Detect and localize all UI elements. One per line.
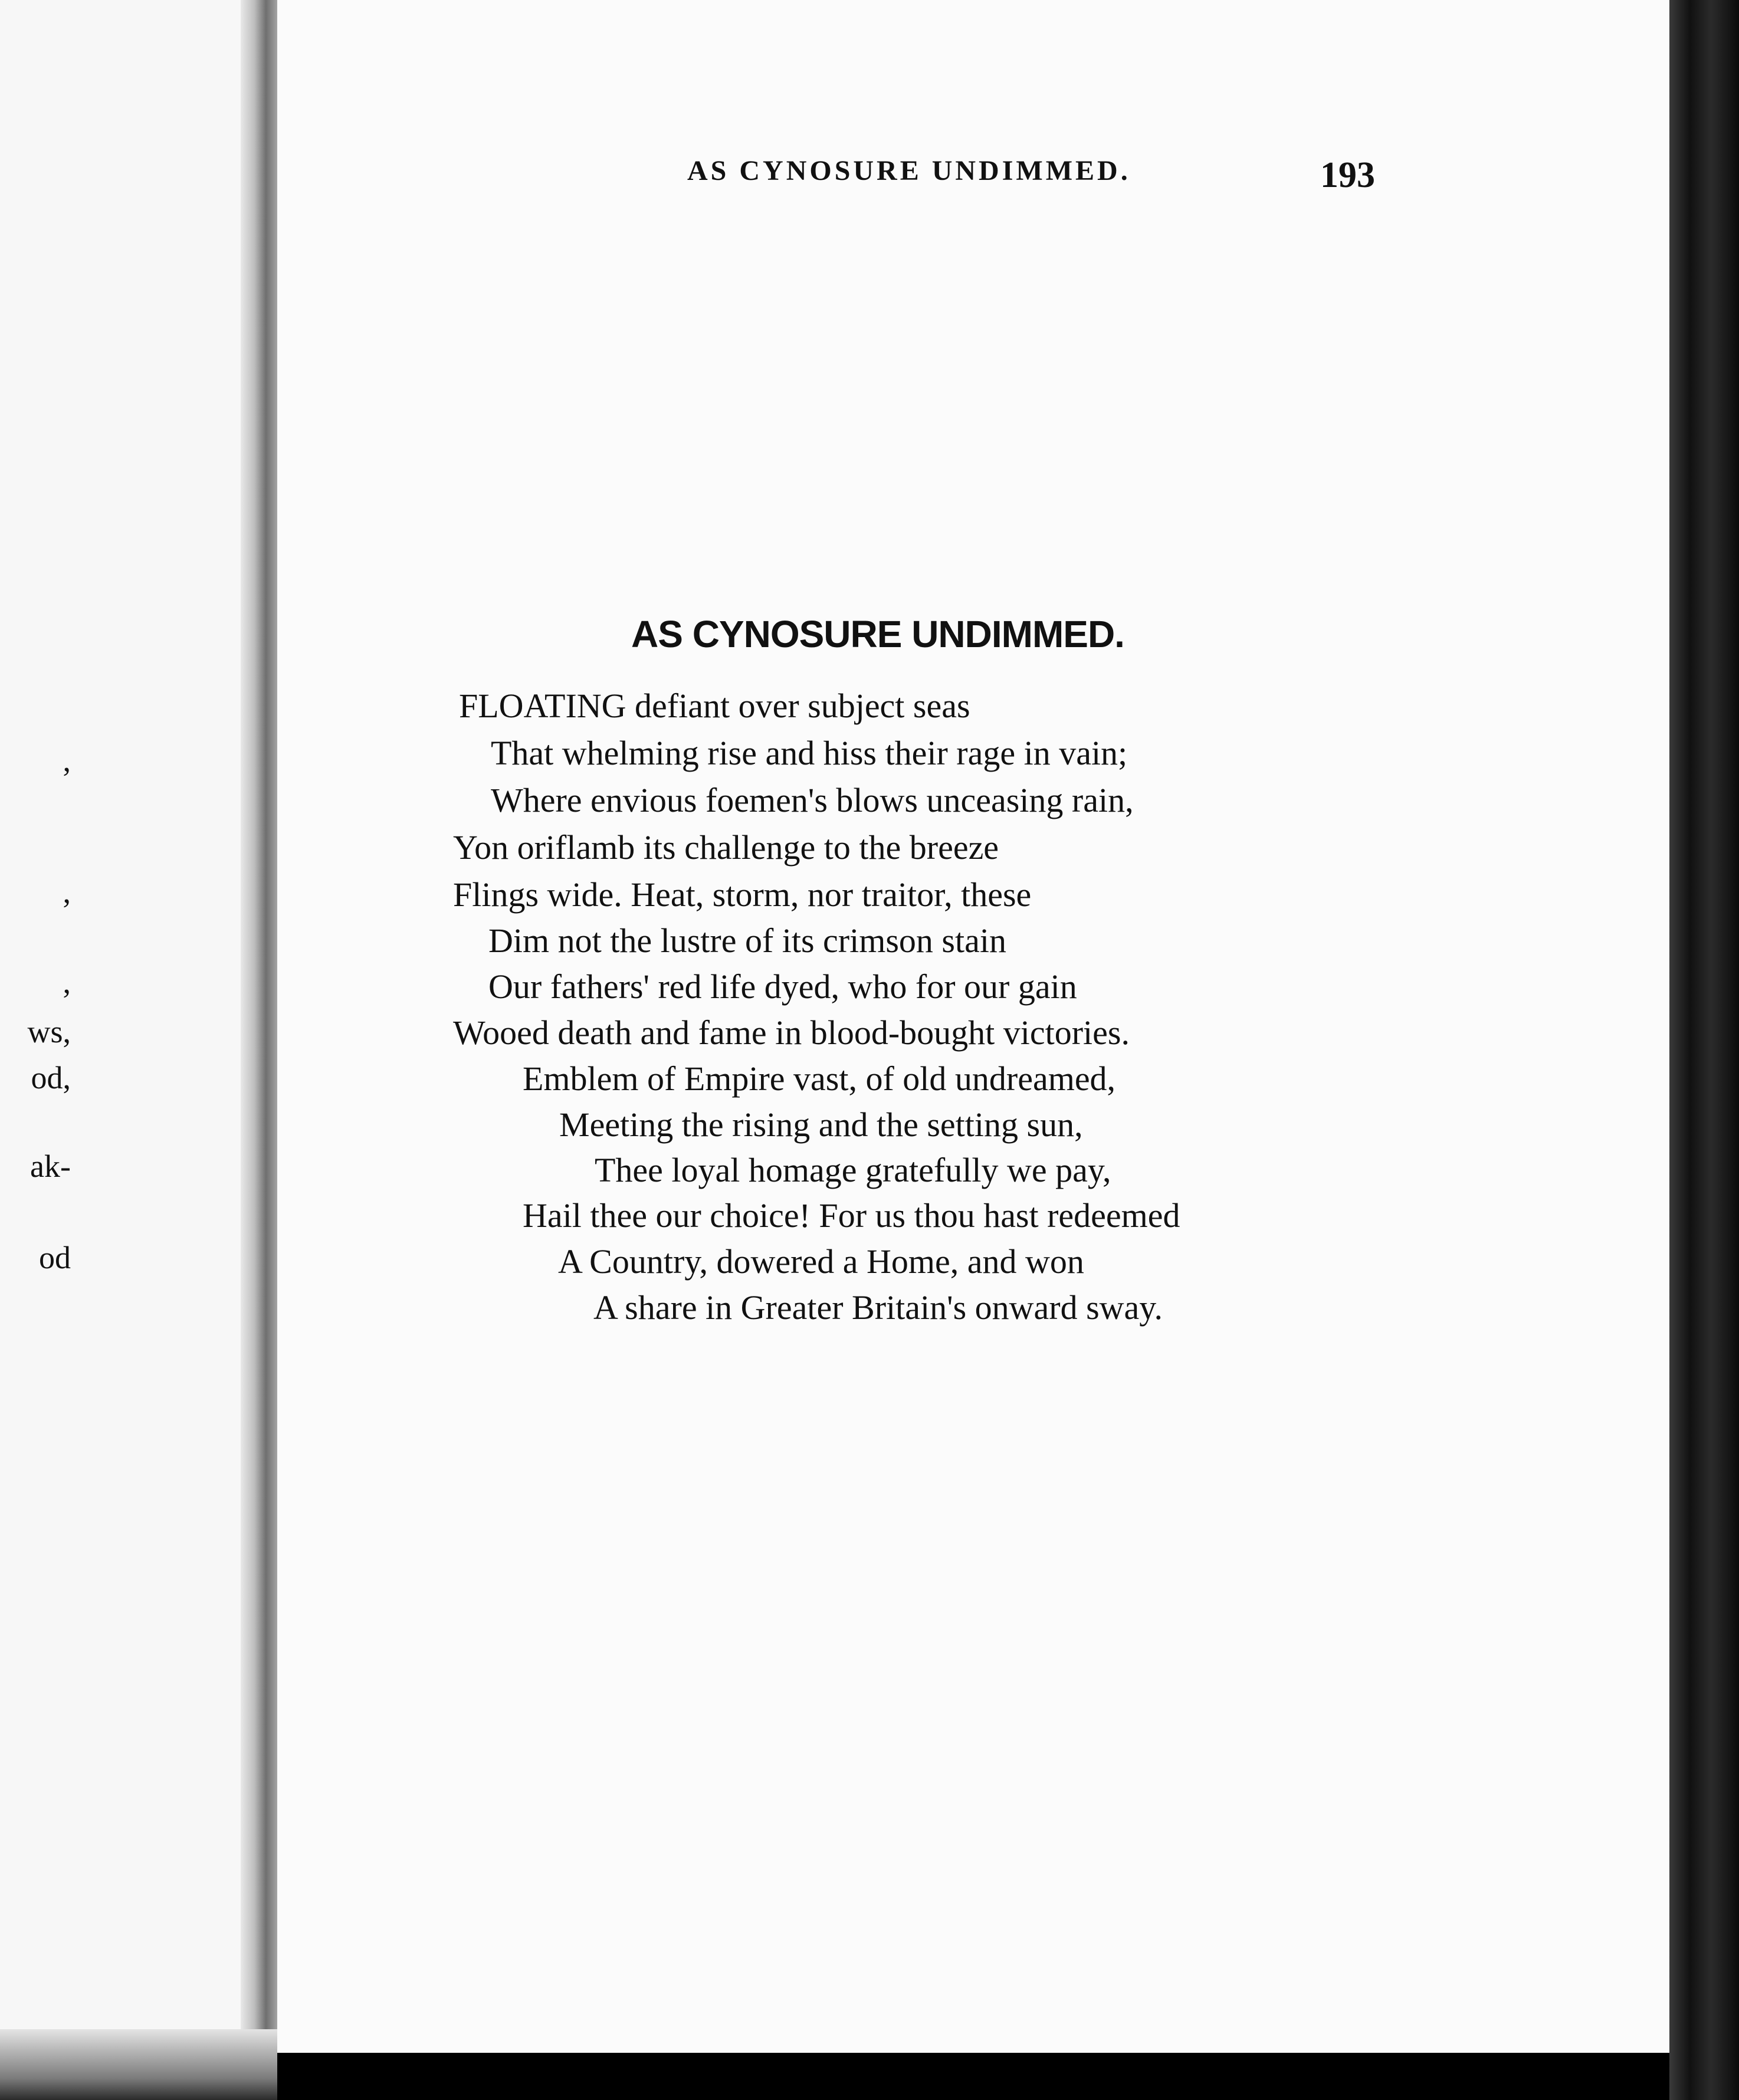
poem-line: Wooed death and fame in blood-bought victories. [453, 1013, 1130, 1052]
left-page [0, 0, 254, 2100]
poem-line: A Country, dowered a Home, and won [558, 1242, 1084, 1281]
poem-line: Emblem of Empire vast, of old undreamed, [523, 1059, 1116, 1098]
left-page-fragment: , [63, 966, 71, 998]
poem-line: Meeting the rising and the setting sun, [559, 1105, 1083, 1144]
book-cover-edge [1669, 0, 1739, 2100]
page-number: 193 [1320, 155, 1375, 195]
poem-title: AS CYNOSURE UNDIMMED. [631, 613, 1124, 655]
left-page-fragment: ak- [30, 1150, 71, 1182]
left-page-fragment: , [63, 744, 71, 776]
left-page-fragment: ws, [27, 1016, 71, 1048]
poem-line: That whelming rise and hiss their rage in vain; [491, 734, 1128, 772]
left-page-fragment: od, [31, 1062, 71, 1094]
poem-line: Flings wide. Heat, storm, nor traitor, these [453, 875, 1032, 914]
poem-line: Our fathers' red life dyed, who for our gain [488, 967, 1077, 1006]
left-page-fragment: , [63, 876, 71, 908]
poem-line: Dim not the lustre of its crimson stain [488, 921, 1006, 960]
poem-line: Yon oriflamb its challenge to the breeze [453, 828, 999, 867]
poem-line: Hail thee our choice! For us thou hast redeemed [523, 1196, 1180, 1235]
poem-line: A share in Greater Britain's onward sway. [593, 1288, 1163, 1327]
poem-line: Thee loyal homage gratefully we pay, [595, 1151, 1111, 1189]
right-page-bottom-edge [277, 2047, 1693, 2100]
poem-line: FLOATING defiant over subject seas [459, 687, 970, 725]
left-page-bottom-shadow [0, 2029, 287, 2100]
left-page-fragment: od [39, 1242, 71, 1274]
running-head: AS CYNOSURE UNDIMMED. [687, 155, 1131, 186]
poem-line: Where envious foemen's blows unceasing rain, [491, 781, 1134, 819]
